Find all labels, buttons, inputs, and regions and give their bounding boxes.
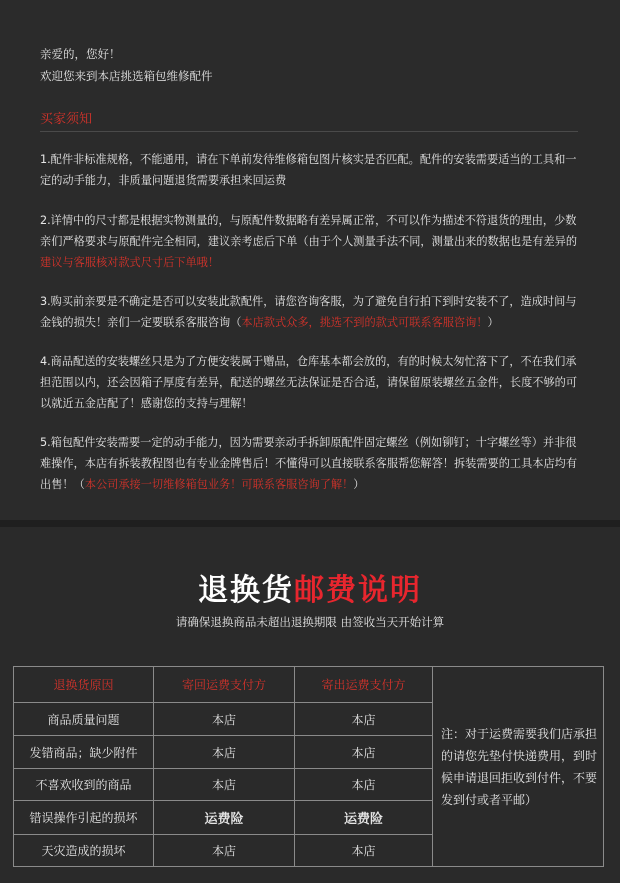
table-cell: 本店 <box>295 769 433 801</box>
notice-item-2 <box>40 210 585 273</box>
table-cell: 运费险 <box>154 801 295 835</box>
notice-item-highlight: 建议与客服核对款式尺寸后下单哦！ <box>40 256 220 269</box>
table-header-row <box>14 667 604 703</box>
notice-item-highlight: 本公司承接一切维修箱包业务！可联系客服咨询了解！ <box>84 478 354 491</box>
table-header-cell: 寄出运费支付方 <box>295 667 433 703</box>
return-policy-subtitle: 请确保退换商品未超出退换期限 由签收当天开始计算 <box>175 615 445 629</box>
notice-item-text: 1.配件非标准规格，不能通用，请在下单前发待维修箱包图片核实是否匹配。配件的安装需要适当的工具和一定的动手能力，非质量问题退货需要承担来回运费 <box>40 153 577 187</box>
table-cell: 本店 <box>154 703 295 736</box>
return-policy-title <box>0 565 620 609</box>
notice-item-3 <box>40 291 585 333</box>
table-cell: 本店 <box>154 769 295 801</box>
table-cell: 本店 <box>295 736 433 769</box>
notice-item-text: 2.详情中的尺寸都是根据实物测量的，与原配件数据略有差异属正常，不可以作为描述不符退货的理由，少数亲们严格要求与原配件完全相同，建议亲考虑后下单（由于个人测量手法不同，测量出来的数据也是有差异的 <box>40 214 578 248</box>
notice-item-1 <box>40 149 585 191</box>
notice-item-text: 3.购买前亲要是不确定是否可以安装此款配件，请您咨询客服，为了避免自行拍下到时安装不了，造成时间与金钱的损失！亲们一定要联系客服咨询（ <box>40 295 577 329</box>
table-header-cell: 寄回运费支付方 <box>154 667 295 703</box>
table-cell: 商品质量问题 <box>14 703 154 736</box>
table-cell: 不喜欢收到的商品 <box>14 769 154 801</box>
table-cell: 本店 <box>154 835 295 867</box>
title-red-part: 邮费说明 <box>294 573 422 608</box>
table-cell: 天灾造成的损坏 <box>14 835 154 867</box>
table-cell: 错误操作引起的损坏 <box>14 801 154 835</box>
notice-item-text: 5.箱包配件安装需要一定的动手能力，因为需要亲动手拆卸原配件固定螺丝（例如铆钉；十字螺丝等）并非很难操作，本店有拆装教程图也有专业金牌售后！不懂得可以直接联系客服帮您解答！拆装需要的工具本店均有出售！（ <box>40 436 578 491</box>
table-cell: 本店 <box>154 736 295 769</box>
title-white-part: 退换货 <box>198 573 294 608</box>
return-policy-table <box>13 666 604 867</box>
table-cell: 发错商品；缺少附件 <box>14 736 154 769</box>
table-cell: 本店 <box>295 835 433 867</box>
table-header-cell: 退换货原因 <box>14 667 154 703</box>
notice-item-suffix: ） <box>487 316 499 329</box>
table-cell: 运费险 <box>295 801 433 835</box>
notice-divider <box>40 131 578 132</box>
greeting-line-1: 亲爱的，您好！ <box>40 47 121 61</box>
notice-item-5 <box>40 432 585 495</box>
notice-item-4 <box>40 351 585 414</box>
greeting-line-2: 欢迎您来到本店挑选箱包维修配件 <box>40 69 213 83</box>
section-divider <box>0 520 620 527</box>
notice-title: 买家须知 <box>40 112 93 127</box>
table-note: 注：对于运费需要我们店承担的请您先垫付快递费用，到时候申请退回拒收到付件，不要发到付或者平邮） <box>433 667 604 867</box>
table-cell: 本店 <box>295 703 433 736</box>
notice-item-text: 4.商品配送的安装螺丝只是为了方便安装属于赠品，仓库基本都会放的，有的时候太匆忙落下了，不在我们承担范围以内，还会因箱子厚度有差异，配送的螺丝无法保证是否合适，请保留原装螺丝五金件，长度不够的可以就近五金店配了！感谢您的支持与理解！ <box>40 355 578 410</box>
notice-item-highlight: 本店款式众多，挑选不到的款式可联系客服咨询！ <box>241 316 488 329</box>
notice-item-suffix: ） <box>353 478 365 491</box>
